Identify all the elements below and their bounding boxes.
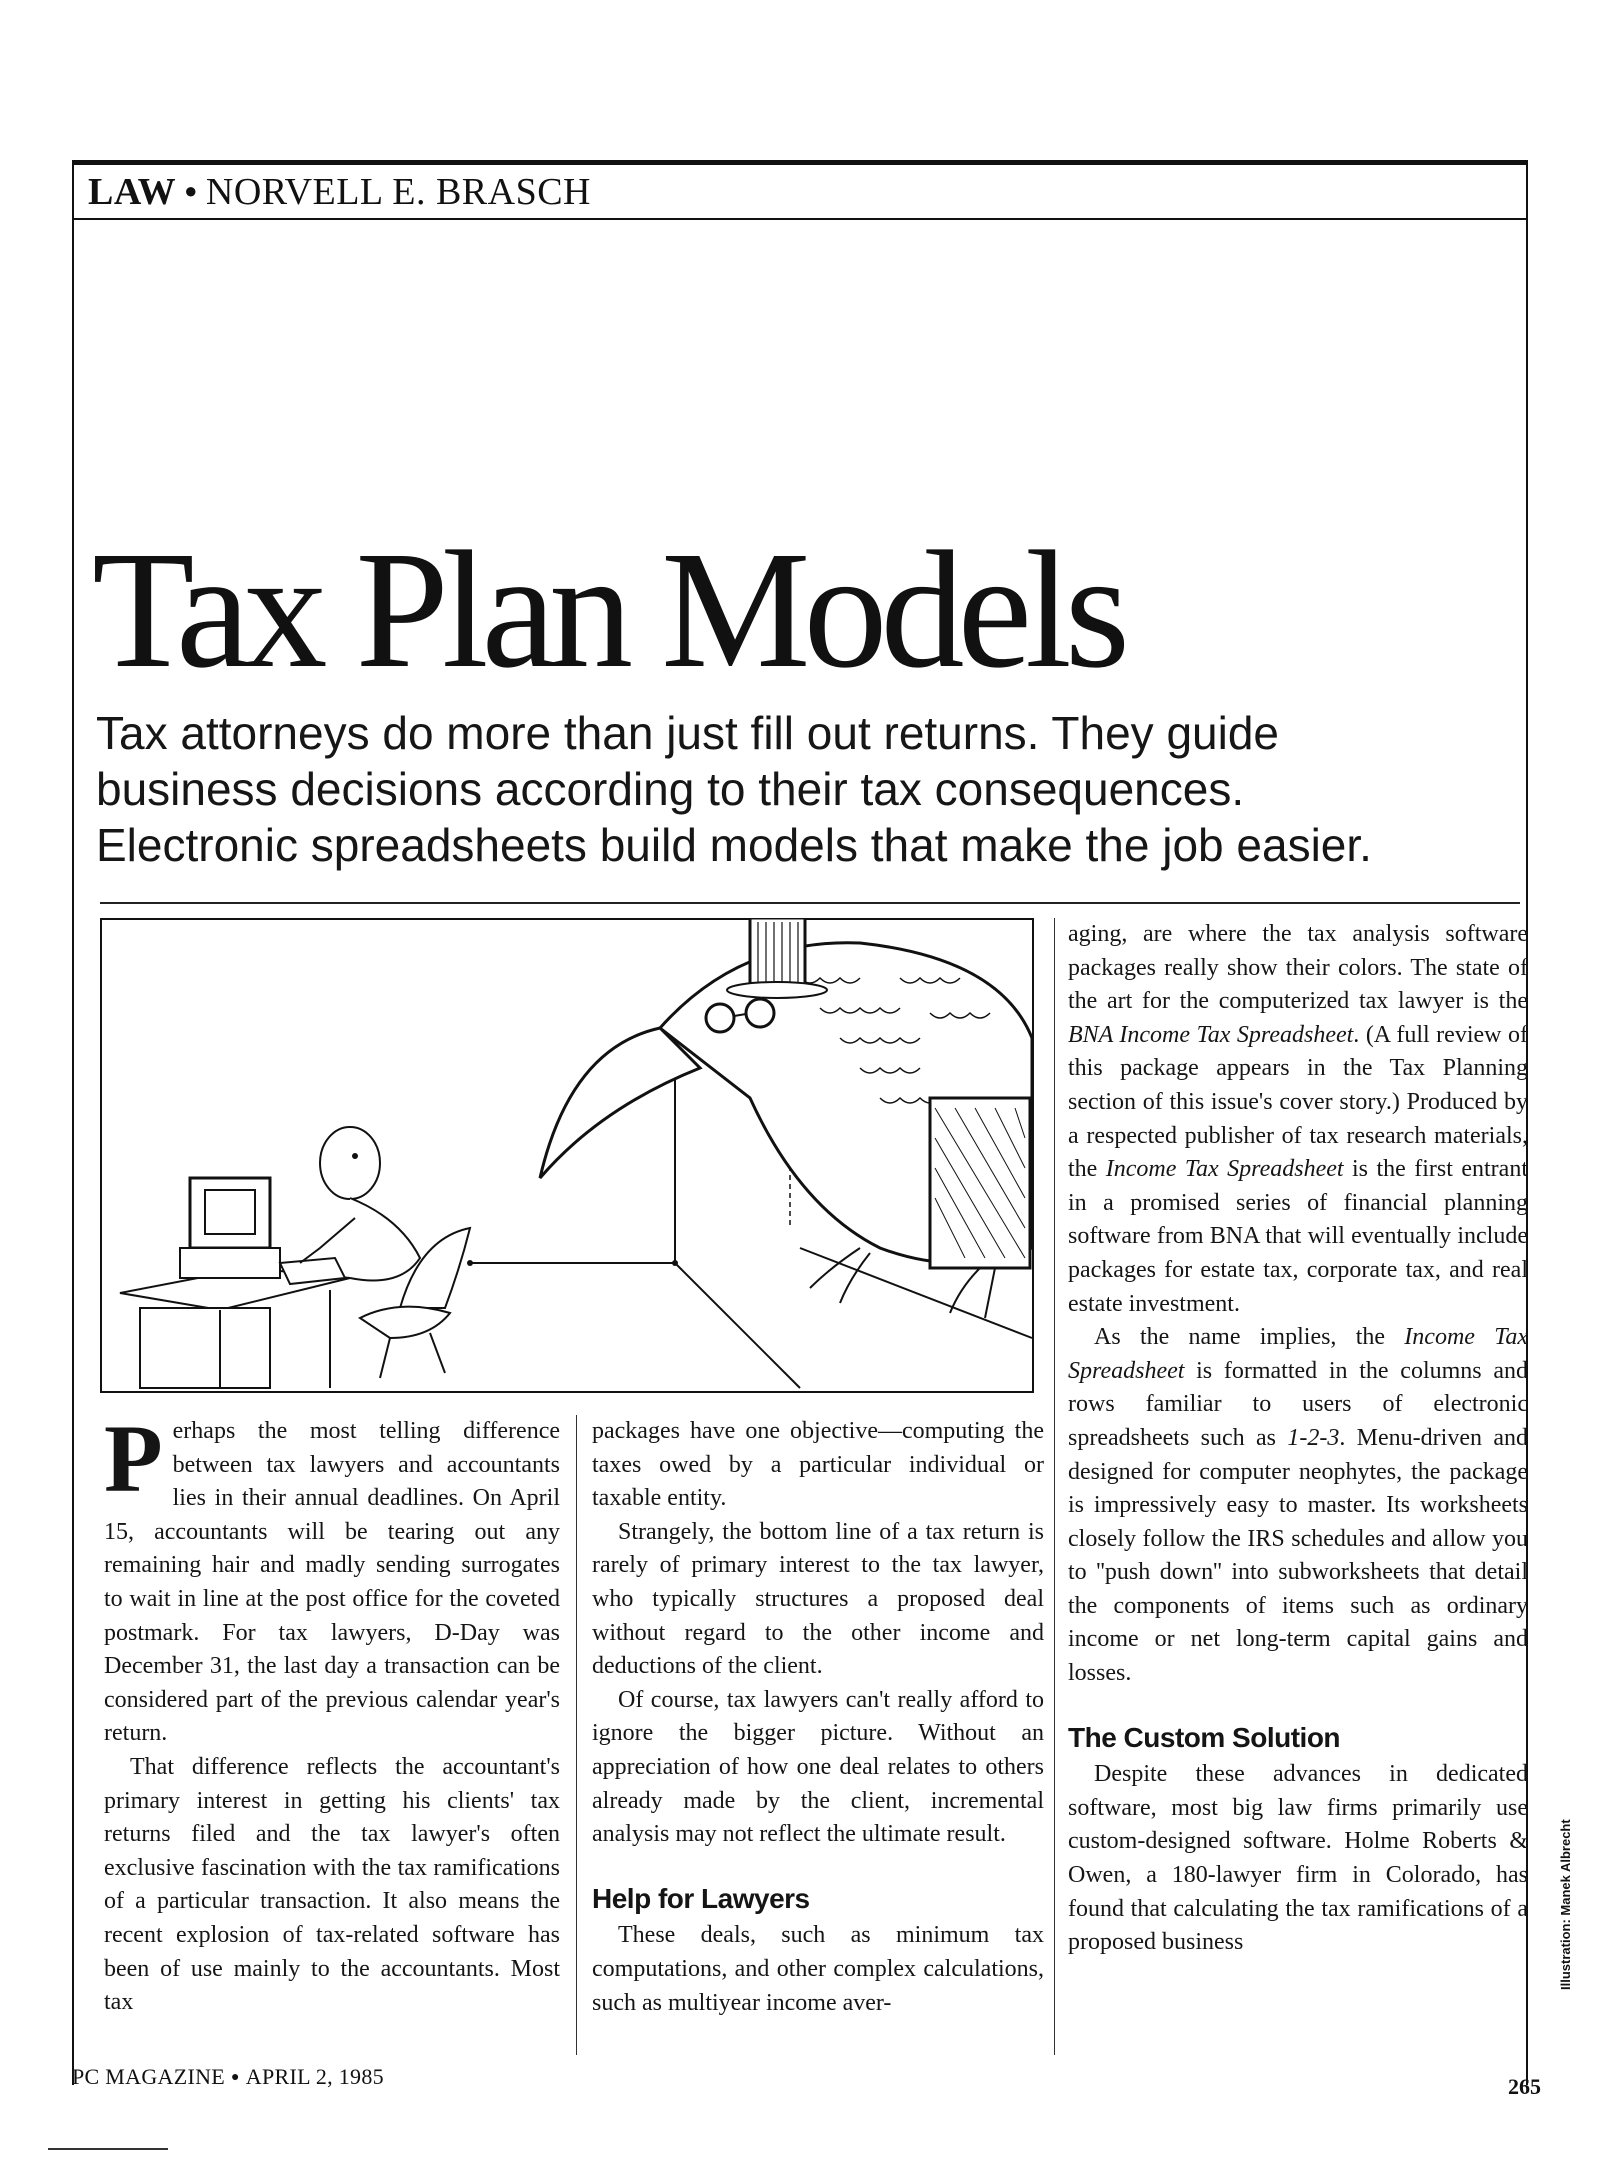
section-name: LAW: [88, 171, 177, 213]
glasses-icon: [706, 1004, 734, 1032]
illustration-credit: Illustration: Manek Albrecht: [1558, 1819, 1573, 1990]
paragraph: These deals, such as minimum tax computations, and other complex calculations, such as multiyear income aver-: [592, 1922, 1044, 2016]
article-title: Tax Plan Models: [92, 517, 1124, 703]
paragraph: Perhaps the most telling difference between tax lawyers and accountants lies in their annual deadlines. On April 15, accountants will be tearing out any remaining hair and madly sending surrogates to wait in line at the post office for the coveted postmark. For tax lawyers, D-Day was December 31, the last day a transaction can be considered part of the previous calendar year's return.: [104, 1405, 560, 1747]
author-name: NORVELL E. BRASCH: [205, 171, 591, 213]
paragraph: packages have one objective—computing the taxes owed by a particular individual or taxable entity.: [592, 1418, 1044, 1512]
wire-node: [467, 1260, 473, 1266]
column-divider: [576, 1415, 577, 2055]
monitor-screen: [205, 1190, 255, 1234]
paragraph: Strangely, the bottom line of a tax return is rarely of primary interest to the tax lawyer, who typically structures a proposed deal without regard to the other income and deductions of the client.: [592, 1518, 1044, 1680]
deck-line: Tax attorneys do more than just fill out returns. They guide: [96, 707, 1279, 759]
bottom-rule: [48, 2148, 168, 2150]
footer-folio: [72, 2064, 384, 2090]
bullet-icon: ●: [184, 178, 198, 203]
deck-line: Electronic spreadsheets build models that make the job easier.: [96, 819, 1372, 871]
illustration: [100, 918, 1034, 1393]
page-number: 265: [1508, 2074, 1541, 2099]
desk-body: [140, 1308, 270, 1388]
paragraph: As the name implies, the Income Tax Spreadsheet is formatted in the columns and rows familiar to users of electronic spreadsheets such as 1-2-3. Menu-driven and designed for computer neophytes, the package is impressively easy to master. Its worksheets closely follow the IRS schedules and allow you to ''push down'' into subworksheets that detail the components of items such as ordinary income or net long-term capital gains and losses.: [1068, 1324, 1528, 1687]
subheading-custom-solution: The Custom Solution: [1068, 1721, 1341, 1753]
column-1: [104, 1405, 560, 2020]
wire-node: [672, 1260, 678, 1266]
header-underline: [72, 218, 1528, 220]
issue-date: APRIL 2, 1985: [245, 2064, 384, 2089]
person-head: [320, 1127, 380, 1199]
drop-cap: P: [104, 1405, 163, 1512]
paragraph: Of course, tax lawyers can't really afford to ignore the bigger picture. Without an appreciation of how one deal relates to others already made by the client, incremental analysis may not reflect the ultimate result.: [592, 1686, 1044, 1848]
deck-rule: [100, 902, 1520, 904]
subheading-help-for-lawyers: Help for Lawyers: [592, 1882, 810, 1914]
paragraph: aging, are where the tax analysis software packages really show their colors. The state of the art for the computerized tax lawyer is the BNA Income Tax Spreadsheet. (A full review of this package appears in the Tax Planning section of this issue's cover story.) Produced by a respected publisher of tax research materials, the Income Tax Spreadsheet is the first entrant in a promised series of financial planning software from BNA that will eventually include packages for estate tax, corporate tax, and real estate investment.: [1068, 921, 1528, 1317]
cpu-box: [180, 1248, 280, 1278]
paragraph: Despite these advances in dedicated software, most big law firms primarily use custom-designed software. Holme Roberts & Owen, a 180-lawyer firm in Colorado, has found that calculating the tax ramifications of a proposed business: [1068, 1761, 1528, 1956]
deck-line: business decisions according to their tax consequences.: [96, 763, 1245, 815]
bullet-icon: ●: [231, 2070, 240, 2085]
hat-brim: [727, 982, 827, 998]
column-3: [1068, 918, 1528, 1960]
article-deck: [96, 705, 1516, 873]
publication-name: PC MAGAZINE: [72, 2064, 226, 2089]
illustration-drawing: [100, 918, 1034, 1393]
column-divider: [1054, 918, 1055, 2055]
column-2: [592, 1415, 1044, 2020]
section-header: [88, 170, 591, 214]
paragraph: That difference reflects the accountant's primary interest in getting his clients' tax returns filed and the tax lawyer's often exclusive fascination with the tax ramifications of a particular transaction. It also means the recent explosion of tax-related software has been of use mainly to the accountants. Most tax: [104, 1753, 560, 2016]
